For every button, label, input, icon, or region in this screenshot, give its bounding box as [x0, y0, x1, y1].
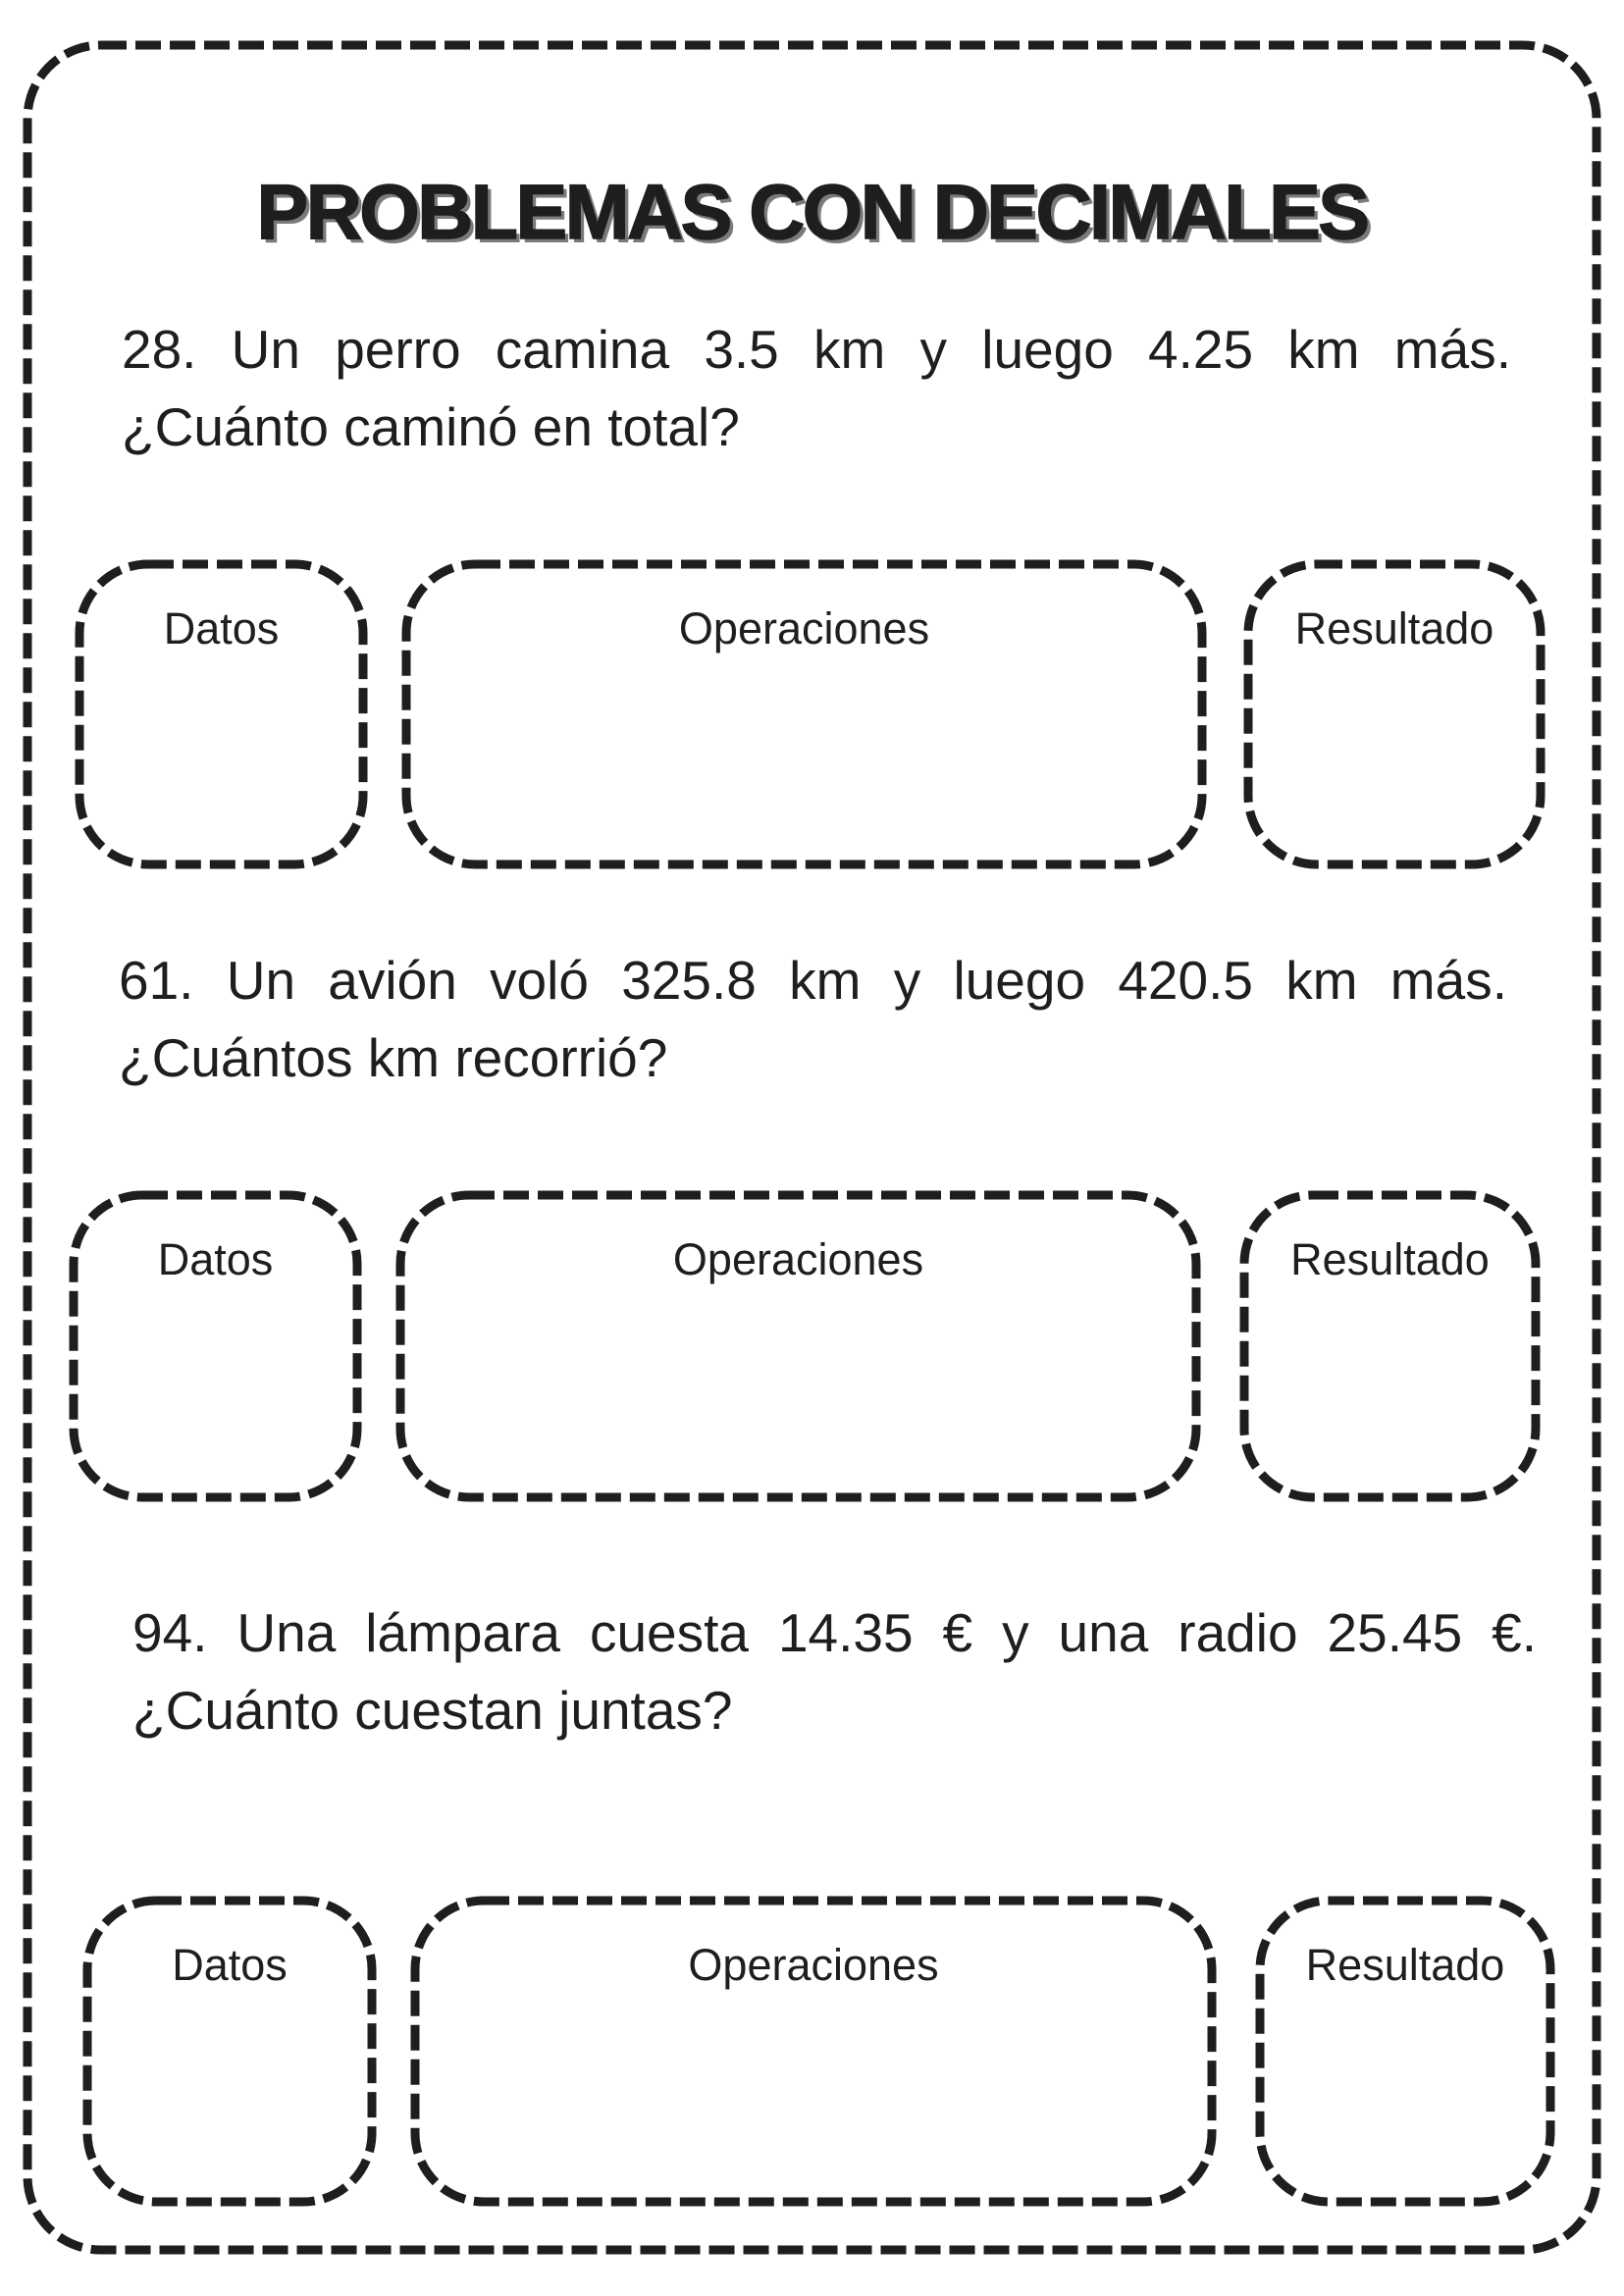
problem-1-operaciones-box[interactable]: [406, 564, 1202, 864]
problem-2-resultado-box[interactable]: [1244, 1195, 1536, 1497]
problem-3-text: 94. Una lámpara cuesta 14.35 € y una radio 25.45 €. ¿Cuánto cuestan juntas?: [132, 1602, 1537, 1741]
datos-label: Datos: [157, 1234, 274, 1284]
operaciones-label: Operaciones: [672, 1234, 924, 1284]
resultado-label: Resultado: [1290, 1234, 1490, 1284]
problem-2-datos-box[interactable]: [74, 1195, 357, 1497]
problem-1-datos-box[interactable]: [79, 564, 363, 864]
problem-2-text: 61. Un avión voló 325.8 km y luego 420.5 km más. ¿Cuántos km recorrió?: [119, 950, 1507, 1088]
resultado-label: Resultado: [1305, 1940, 1505, 1990]
datos-label: Datos: [172, 1940, 288, 1990]
worksheet-title: PROBLEMAS CON DECIMALES: [256, 167, 1368, 255]
problem-1-resultado-box[interactable]: [1248, 564, 1541, 864]
problem-2-operaciones-box[interactable]: [400, 1195, 1196, 1497]
problem-3-operaciones-box[interactable]: [415, 1901, 1212, 2202]
resultado-label: Resultado: [1294, 603, 1494, 653]
operaciones-label: Operaciones: [678, 603, 930, 653]
datos-label: Datos: [163, 603, 280, 653]
operaciones-label: Operaciones: [688, 1940, 939, 1990]
problem-3-resultado-box[interactable]: [1260, 1901, 1550, 2202]
problem-1-text: 28. Un perro camina 3.5 km y luego 4.25 km más. ¿Cuánto caminó en total?: [122, 319, 1511, 457]
problem-3-datos-box[interactable]: [87, 1901, 372, 2202]
